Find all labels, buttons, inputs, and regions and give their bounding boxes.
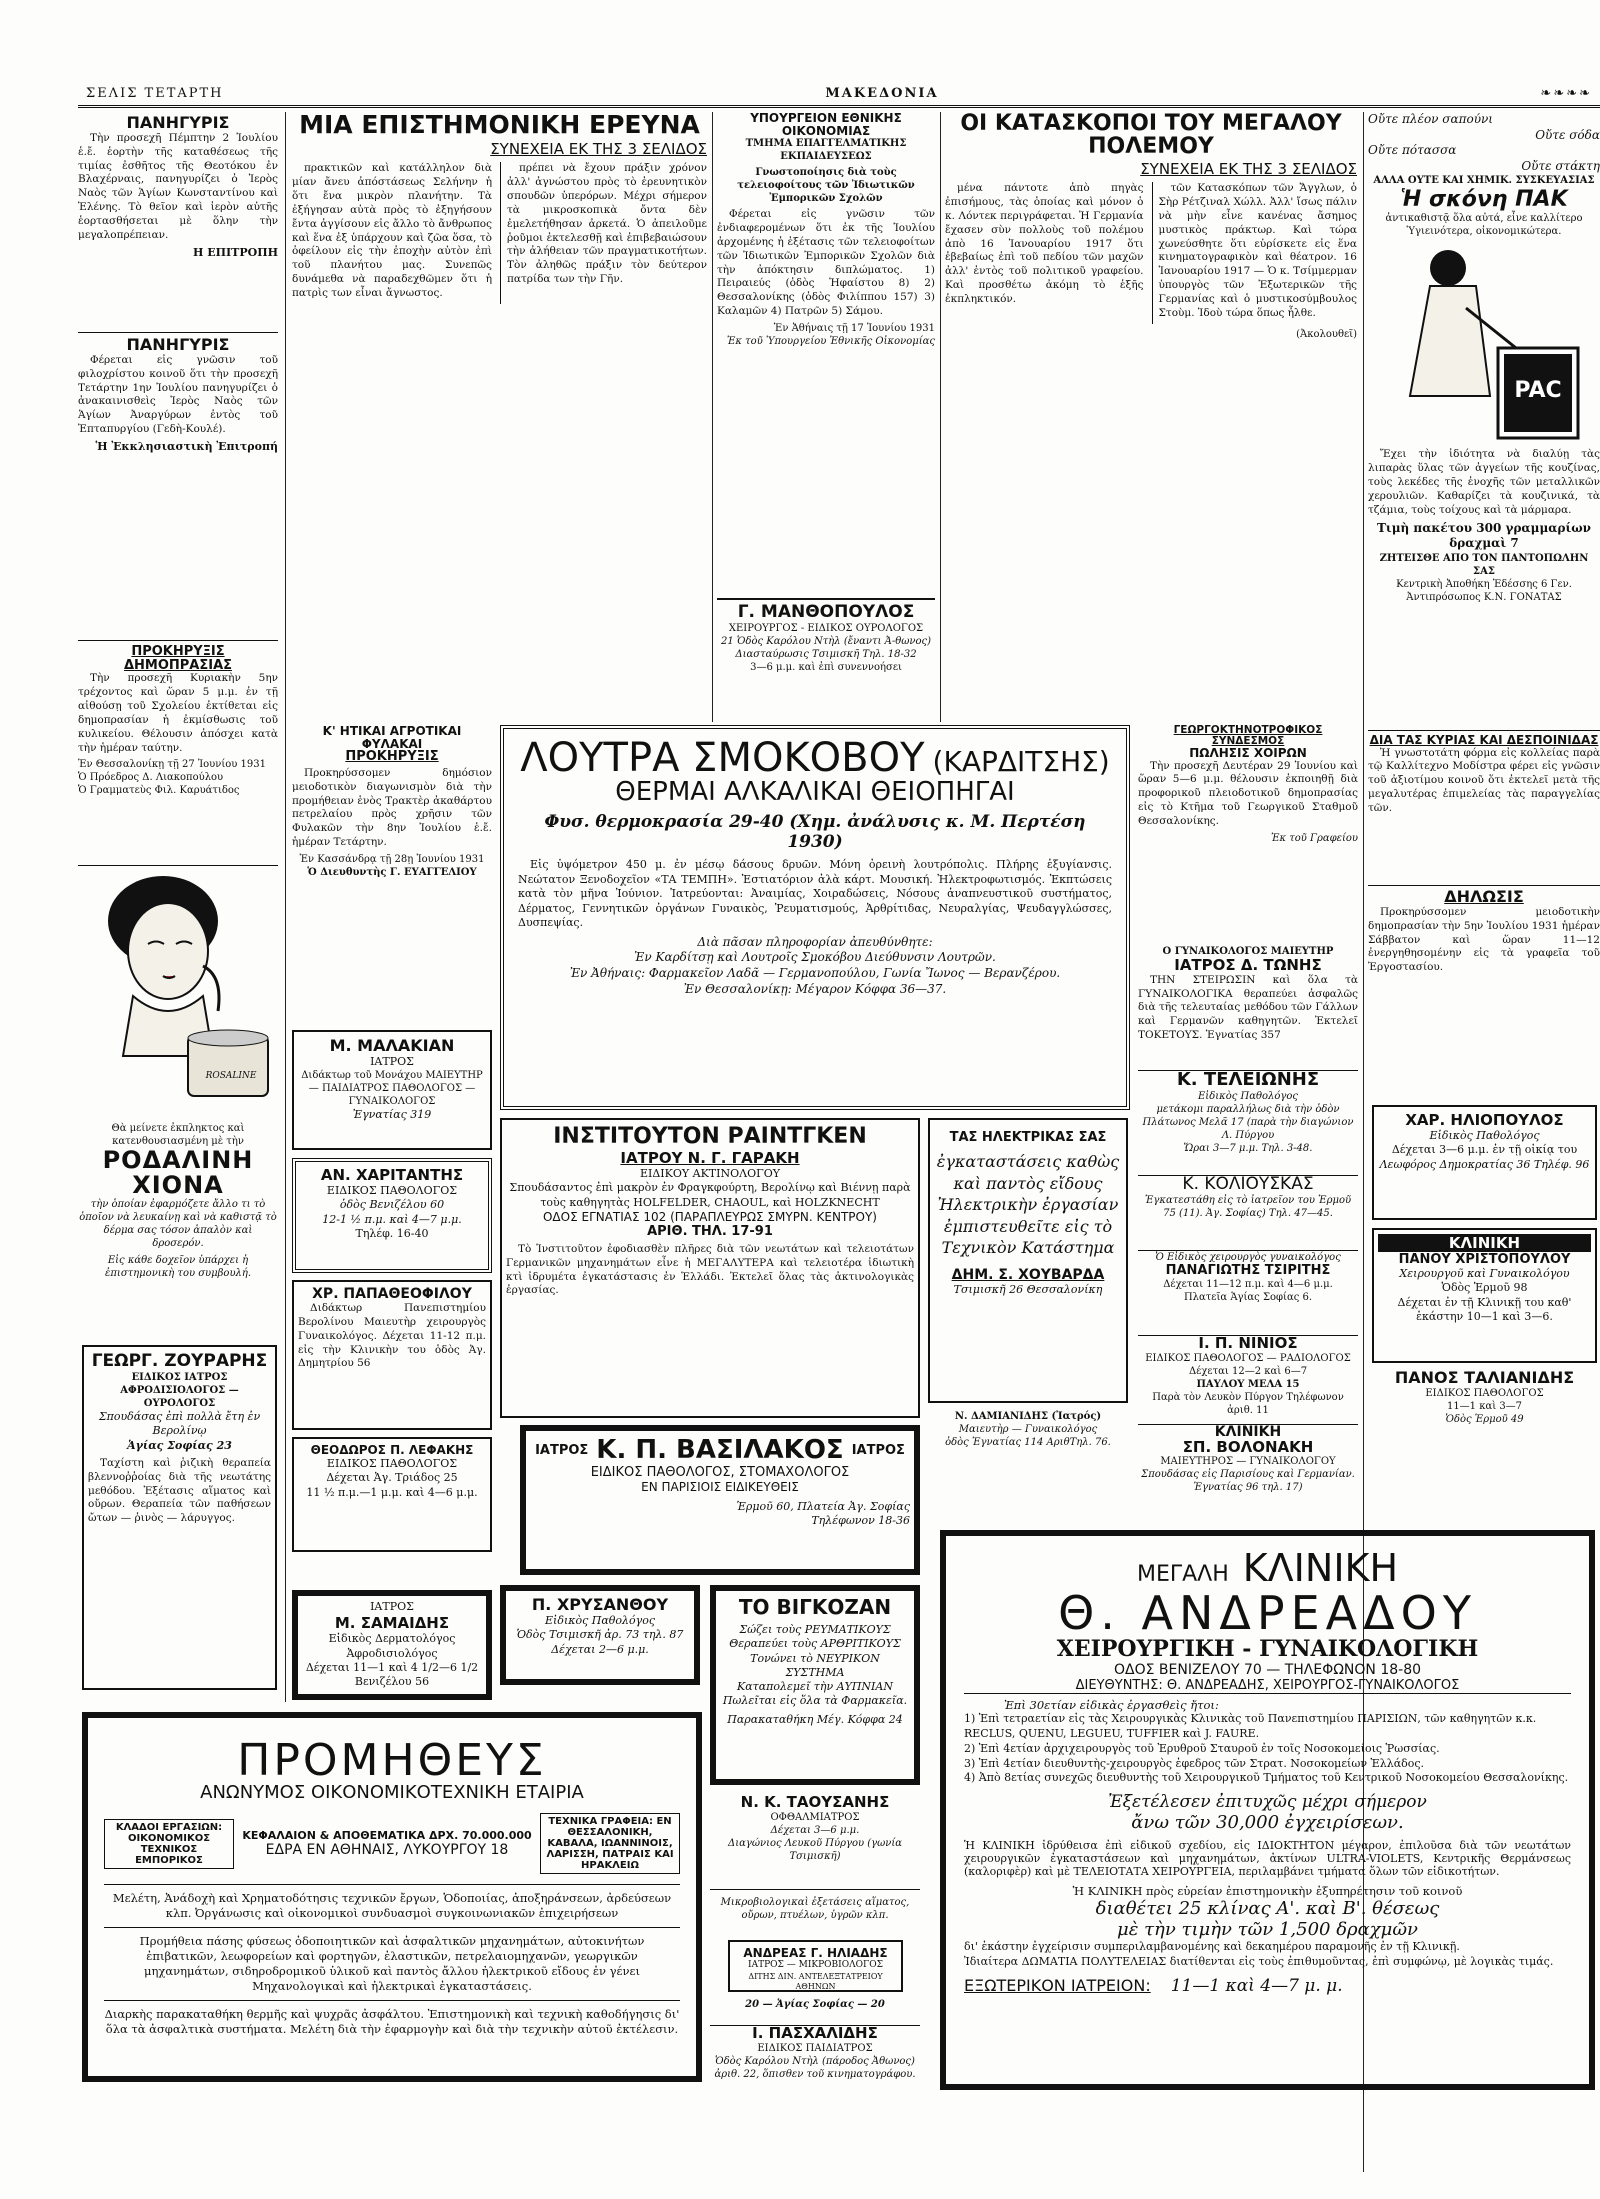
pak-price: Τιμὴ πακέτου 300 γραμμαρίων δραχμαὶ 7 <box>1376 520 1591 551</box>
article-column-b: τῶν Κατασκόπων τῶν Ἄγγλων, ὁ Σὴρ Ρέτζιναλ Χώλλ. Ἀλλ' ἴσως πάλιν νὰ μὴν εἶνε κανένας ἄσημος μυστικὸς πράκτωρ. Καὶ τώρα χωνεύσθητε ὅτι εὑρίσκετε εἰς ἕνα κινηματογραφικὸν καὶ θέατρον. 16 Ἰανουαρίου 1917 — Ὁ κ. Τσίμμερμαν ὑπουργὸς τῶν Ἐξωτερικῶν τῆς Γερμανίας καὶ ὁ μυστικοσύμβουλος Στοὺμ. Ἰδοὺ τώρα ὅπως ἦλθε. <box>1152 182 1358 324</box>
talianidis-advert <box>1372 1370 1597 1460</box>
advert-info-line: Ἐν Καρδίτσῃ καὶ Λουτροῖς Σμοκόβου Διεύθυνσιν Λουτρῶν. <box>634 950 996 965</box>
page-header <box>78 82 1600 108</box>
manthopoulos-advert <box>717 598 935 710</box>
woman-cleaning-illustration <box>1368 238 1600 448</box>
column-rule <box>285 112 286 1702</box>
company-supplies: Προμήθεια πάσης φύσεως ὁδοποιητικῶν καὶ ἀσφαλτικῶν μηχανημάτων, αὐτοκινήτων ἐπιβατικῶν, λεωφορείων καὶ φορτηγῶν, ἐλαστικῶν, πετρελαιομηχανῶν, γεωργικῶν μηχανημάτων, σιδηροδρομικοῦ ὑλικοῦ καὶ παντὸς ἄλλου ἠλεκτρικοῦ εἴδους ἐν γένει Μηχανολογικαὶ καὶ ἠλεκτρικαὶ ἐγκαταστάσεις. <box>104 1927 680 1994</box>
article-signature: Ὁ Πρόεδρος Δ. Λιακοπούλου <box>78 772 224 784</box>
doctor-specialty: Εἰδικὸς Παθολόγος <box>545 1614 655 1627</box>
rodalini-description: τὴν ὁποίαν ἐφαρμόζετε ἄλλο τι τὸ ὁποῖον νὰ λευκαίνῃ καὶ νὰ καθιστᾷ τὸ δέρμα σας τόσον ἁπαλὸν καὶ δροσερόν. <box>79 1199 277 1250</box>
clinic-title: ΚΛΙΝΙΚΗ <box>1214 1424 1282 1440</box>
column-rule <box>712 112 713 722</box>
doctor-hours: Δέχεται 12—2 καὶ 6—7 <box>1188 1365 1308 1377</box>
doctor-studies: ΔΙΤΗΣ ΔΙΝ. ΑΝΤΕΛΕΞΤΑΤΡΕΙΟΥ ΑΘΗΝΩΝ <box>748 1971 883 1992</box>
company-services: Μελέτη, Ἀνάδοχὴ καὶ Χρηματοδότησις τεχνικῶν ἔργων, Ὁδοποιίας, ἀποξηράνσεων, ἀρδεύσεων κλπ. Ὀργάνωσις καὶ οἰκονομικοὶ συνδυασμοὶ συγκοινωνιακῶν ἐπιχειρήσεων <box>104 1884 680 1921</box>
clinic-price: μὲ τὴν τιμὴν τῶν 1,500 δραχμῶν <box>1117 1919 1418 1941</box>
doctor-address: Ὁδὸς Τσιμισκῆ ἀρ. 73 τηλ. 87 <box>516 1628 684 1642</box>
doctor-hours: Δέχεται 11—1 καὶ 4 1/2—6 1/2 Βενιζέλου 56 <box>305 1660 479 1689</box>
doctor-specialty: ΕΙΔΙΚΟΣ ΠΑΘΟΛΟΓΟΣ, ΣΤΟΜΑΧΟΛΟΓΟΣ <box>590 1465 850 1480</box>
col1-prokiryxis <box>78 640 278 860</box>
doctor-heading: Ὁ Εἰδικὸς χειρουργὸς γυναικολόγος <box>1155 1252 1341 1263</box>
doctor-name: ΧΡ. ΠΑΠΑΘΕΟΦΙΛΟΥ <box>312 1286 472 1302</box>
article-subtitle: ΣΥΝΕΧΕΙΑ ΕΚ ΤΗΣ 3 ΣΕΛΙΔΟΣ <box>490 140 707 159</box>
article-title: ΟΙ ΚΑΤΑΣΚΟΠΟΙ ΤΟΥ ΜΕΓΑΛΟΥ ΠΟΛΕΜΟΥ <box>960 112 1342 160</box>
doctor-name: Γ. ΜΑΝΘΟΠΟΥΛΟΣ <box>737 602 915 622</box>
advert-subtitle: ΘΕΡΜΑΙ ΑΛΚΑΛΙΚΑΙ ΘΕΙΟΠΗΓΑΙ <box>615 777 1015 807</box>
doctor-specialty: ΕΙΔΙΚΟΣ ΠΑΘΟΛΟΓΟΣ <box>326 1184 458 1197</box>
doctor-hours: 11 ½ π.μ.—1 μ.μ. καὶ 4—6 μ.μ. <box>306 1485 478 1499</box>
doctor-name: ΑΝ. ΧΑΡΙΤΑΝΤΗΣ <box>320 1166 464 1184</box>
header-ornament: ❧❧❧❧ <box>1540 86 1592 101</box>
iliadis-address <box>710 1998 920 2020</box>
spies-article <box>945 112 1357 712</box>
doctor-description: Ἐγκατεστάθη εἰς τὸ ἰατρεῖον του Ἑρμοῦ 75 (11). Ἀγ. Σοφίας) Τηλ. 47—45. <box>1144 1194 1352 1219</box>
article-body: Τὴν προσεχῆ Κυριακὴν 5ην τρέχοντος καὶ ὥραν 5 μ.μ. ἐν τῇ αἰθούσῃ τοῦ Σχολείου ἐκτίθεται εἰς δημοπρασίαν ἡ ἐκμίσθωσις τοῦ κυλικείου. Θέλουσιν ἀπόσχει κατὰ τὴν ἡμέραν ταύτην. <box>78 672 278 754</box>
doctor-title: ΙΑΤΡΟΣ <box>535 1442 589 1458</box>
notice-subtitle: ΠΡΟΚΗΡΥΞΙΣ <box>345 749 439 765</box>
ministry-notice <box>717 112 935 592</box>
doctor-hours: 3—6 μ.μ. καὶ ἐπὶ συνεννοήσει <box>750 661 902 673</box>
institute-phone: ΑΡΙΘ. ΤΗΛ. 17-91 <box>647 1223 773 1239</box>
ninios-advert <box>1138 1335 1358 1420</box>
doctor-name: ΘΕΟΔΩΡΟΣ Π. ΛΕΦΑΚΗΣ <box>310 1443 474 1457</box>
doctor-name: ΑΝΔΡΕΑΣ Γ. ΗΛΙΑΔΗΣ <box>743 1946 888 1960</box>
article-signature: Ἡ Ἐκκλησιαστικὴ Ἐπιτροπή <box>95 439 278 453</box>
doctor-specialty: Χειρουργοῦ καὶ Γυναικολόγου <box>1399 1267 1570 1280</box>
article-body: Τὴν προσεχῆ Πέμπτην 2 Ἰουλίου ἑ.ἔ. ἑορτὴν τῆς καταθέσεως τῆς τιμίας ἐσθῆτος τῆς Θεοτόκου ἐν Βλαχέρναις, πανηγυρίζει ὁ Ἱερὸς Ναὸς τῶν Ἁγίων Κωνσταντίνου καὶ Ἑλένης. Τὸ θεῖον καὶ ἱερὸν αὐτῆς ἑορτασθήσεται μὲ ὅλην τὴν μεγαλοπρέπειαν. <box>78 131 278 241</box>
doctor-name: Ι. ΠΑΣΧΑΛΙΔΗΣ <box>752 2025 878 2042</box>
rodalini-advert <box>78 865 278 1335</box>
article-title: ΠΑΝΗΓΥΡΙΣ <box>126 335 230 354</box>
article-column-a: πρακτικῶν καὶ κατάλληλον διὰ μίαν ἄνευ ἀπόστάσεως Σελήνην ἡ ὅτι ἔνα μικρὸν πλανήτην. Τὰ ἐξήγησαν αὐτὰ πρὸς τὸ ἐξηγήσουν ἔντα ἀγγίσουν εἰς ἄλλο τὸ ἄνθρωπος καὶ ἕνα ἐξ ὑπάρχουν καὶ ζῶα ὅσα, τὸ ὀφείλουν εἰς τὴν ἐποχὴν αὐτὸν ἐπὶ τοῦ πλανήτου μας. Συνεπῶς δυνάμεθα νὰ παραδεχθῶμεν ὅτι ἡ πατρὶς των εἶναι ἄγνωστος. <box>292 162 492 299</box>
institute-description: Τὸ Ἰνστιτοῦτον ἐφοδιασθὲν πλῆρες διὰ τῶν νεωτάτων καὶ τελειοτάτων Γερμανικῶν μηχανημάτων εἶνε ἡ ΜΕΓΑΛΥΤΕΡΑ καὶ τελειοτέρα ἰδιωτικὴ κτὶ ἰδρυμέτα ἐγκατάστασις ἐν Ἑλλάδι. Ἐκτελεῖ ὅλας τὰς ἀκτινολογικὰς ἐργασίας. <box>506 1242 914 1297</box>
doctor-hours: Ὥραι 3—7 μ.μ. Τηλ. 3-48. <box>1183 1142 1313 1154</box>
doctor-studies: Σπουδάσας ἐπὶ πολλὰ ἔτη ἐν Βερολίνῳ <box>98 1410 261 1438</box>
product-claim: Καταπολεμεῖ τὴν ΑΥΠΝΙΑΝ <box>737 1680 893 1694</box>
doctor-address: Διαγώνιος Λευκοῦ Πύργου (γωνία Τσιμισκῆ) <box>727 1837 903 1862</box>
advert-heading: ΤΑΣ ΗΛΕΚΤΡΙΚΑΣ ΣΑΣ <box>949 1130 1107 1145</box>
doctor-specialty: ΜΑΙΕΥΤΗΡΟΣ — ΓΥΝΑΙΚΟΛΟΓΟΥ <box>1160 1456 1336 1468</box>
doctor-hours: Δέχεται 11—12 π.μ. καὶ 4—6 μ.μ. <box>1163 1278 1333 1290</box>
pak-tagline: ΑΛΛΑ ΟΥΤΕ ΚΑΙ ΧΗΜΙΚ. ΣΥΣΚΕΥΑΣΙΑΣ <box>1373 175 1595 187</box>
article-title: ΠΑΝΗΓΥΡΙΣ <box>126 115 230 132</box>
product-claim: Τονώνει τὸ ΝΕΥΡΙΚΟΝ ΣΥΣΤΗΜΑ <box>750 1651 880 1679</box>
georgo-notice <box>1138 725 1358 940</box>
doctor-specialty: ΕΙΔΙΚΟΣ ΠΑΘΟΛΟΓΟΣ — ΡΑΔΙΟΛΟΓΟΣ <box>1145 1352 1351 1364</box>
article-column-a: μένα πάντοτε ἀπὸ πηγὰς ἐπισήμους, τὰς ὁποίας καὶ μόνον ὁ κ. Λόντεκ περιγράφεται. Ἡ Γερμανία ἔχασεν σὺν πολλοὺς τοῦ πολέμου ἀπὸ 16 Ἰανουαρίου 1917 ὅτι ἐβεβαίως ἐπὶ τοῦ πεδίου τῶν μαχῶν ἀλλ' ἐντὸς τοῦ πολιτικοῦ γραφείου. Καὶ προσθέτω ἀκόμη τὸ ἑξῆς ἐκπληκτικόν. <box>945 182 1144 306</box>
company-seat: ΕΔΡΑ ΕΝ ΑΘΗΝΑΙΣ, ΛΥΚΟΥΡΓΟΥ 18 <box>265 1842 509 1859</box>
clinic-beds-intro: Ἡ ΚΛΙΝΙΚΗ πρὸς εὐρείαν ἐπιστημονικὴν ἐξυπηρέτησιν τοῦ κοινοῦ <box>1072 1884 1463 1899</box>
advert-title-small: (ΚΑΡΔΙΤΣΗΣ) <box>932 745 1110 778</box>
fylakes-notice <box>292 725 492 1025</box>
pak-line: Οὔτε στάκτη <box>1521 158 1600 173</box>
doctor-name: Π. ΧΡΥΣΑΝΘΟΥ <box>531 1595 669 1614</box>
clinic-experience-item: 3) Ἐπὶ 4ετίαν διευθυντὴς-χειρουργὸς ἐφεδρος τῶν Στρατ. Νοσοκομείων Ἑλλάδος. <box>964 1756 1425 1770</box>
product-claim: Σώζει τοὺς ΡΕΥΜΑΤΙΚΟΥΣ <box>739 1623 891 1636</box>
advert-info-line: Ἐν Ἀθήναις: Φαρμακεῖον Λαδᾶ — Γερμανοπούλου, Γωνία Ἴωνος — Βερανζέρου. <box>569 966 1061 981</box>
rodalini-intro: Θὰ μείνετε ἐκπληκτος καὶ κατενθουσιασμένη μὲ τὴν <box>111 1123 245 1147</box>
clinic-intro: Ἐπὶ 30ετίαν εἰδικὰς ἐργασθεὶς ἤτοι: <box>1004 1698 1219 1712</box>
doctor-phone: Τηλέφωνον 18-36 <box>811 1514 910 1528</box>
jar-label: ROSALINE <box>205 1071 257 1081</box>
product-address: Παρακαταθήκη Μέγ. Κόφφα 24 <box>727 1712 903 1726</box>
doctor-heading: Ο ΓΥΝΑΙΚΟΛΟΓΟΣ ΜΑΙΕΥΤΗΡ <box>1162 946 1334 957</box>
notice-body: Φέρεται εἰς γνῶσιν τῶν ἐνδιαφερομένων ὅτι ἐκ τῆς Ἰουλίου ἀρχομένης ἡ ἐξέτασις τῶν τελειοφοίτων τῶν Ἰδιωτικῶν Ἐμπορικῶν Σχολῶν διὰ τὴν ἀπόκτησιν διπλώματος. 1) Πειραιεύς (ὁδὸς Ἡφαίστου 8) 2) Θεσσαλονίκης (ὁδὸς Φιλίππου 157) 3) Καλαμῶν 4) Πατρῶν 5) Σάμου. <box>717 208 935 318</box>
pak-line: Οὔτε σόδα <box>1535 127 1600 142</box>
clinic-outpatient-label: ΕΞΩΤΕΡΙΚΟΝ ΙΑΤΡΕΙΟΝ: <box>964 1976 1151 1996</box>
company-name: ΠΡΟΜΗΘΕΥΣ <box>237 1735 547 1786</box>
zoyraris-advert <box>82 1345 277 1690</box>
doctor-address: Δέχεται Ἀγ. Τριάδος 25 <box>326 1471 458 1485</box>
vigkozan-advert <box>710 1585 920 1785</box>
loutra-smokovou-advert <box>500 725 1130 1110</box>
company-branches: ΚΛΑΔΟΙ ΕΡΓΑΣΙΩΝ: ΟΙΚΟΝΟΜΙΚΟΣ ΤΕΧΝΙΚΟΣ ΕΜΠΟΡΙΚΟΣ <box>104 1819 234 1869</box>
article-body: Φέρεται εἰς γνῶσιν τοῦ φιλοχρίστου κοινοῦ ὅτι τὴν προσεχῆ Τετάρτην 1ην Ἰουλίου πανηγυρίζει ὁ ἀνακαινισθεὶς Ἱερὸς Ναὸς τῶν Ἁγίων Ἀναργύρων ἐντὸς τοῦ Ἐπταπυργίου (Γεδὴ-Κουλέ). <box>78 353 278 436</box>
article-signature: Ὁ Γραμματεὺς Φιλ. Καρυάτιδος <box>78 785 240 797</box>
volonakis-clinic-advert <box>1138 1424 1358 1519</box>
doctor-address: Ἐγνατίας 319 <box>352 1108 432 1122</box>
doctor-address: Πλατεῖα Ἁγίας Σοφίας 6. <box>1183 1291 1313 1303</box>
doctor-description: Σπουδάσας εἰς Παρισίους καὶ Γερμανίαν. <box>1141 1469 1355 1481</box>
doctor-description: Διδάκτωρ Πανεπιστημίου Βερολίνου Μαιευτὴρ χειρουργὸς Γυναικολόγος. Δέχεται 11-12 π.μ. εἰς τὴν Κλινικὴν του ὁδὸς Ἀγ. Δημητρίου 56 <box>298 1302 486 1370</box>
tonis-advert <box>1138 945 1358 1065</box>
doctor-specialty: ΟΦΘΑΛΜΙΑΤΡΟΣ <box>770 1811 860 1823</box>
pak-sales: ΖΗΤΕΙΣΘΕ ΑΠΟ ΤΟΝ ΠΑΝΤΟΠΩΛΗΝ ΣΑΣ <box>1379 552 1589 577</box>
clinic-luxury-rooms: Ἰδιαίτερα ΔΩΜΑΤΙΑ ΠΟΛΥΤΕΛΕΙΑΣ διατίθενται εἰς τοὺς ἐπιθυμοῦντας, ἐπὶ συμφώνῳ, μὲ λογικὰς τιμάς. <box>964 1955 1554 1969</box>
page-number-label: ΣΕΛΙΣ ΤΕΤΑΡΤΗ <box>86 86 224 101</box>
clinic-operations: Ἐξετέλεσεν ἐπιτυχῶς μέχρι σήμερον <box>1108 1792 1427 1813</box>
doctor-specialty: ΙΑΤΡΟΣ — ΜΙΚΡΟΒΙΟΛΟΓΟΣ <box>748 1960 883 1970</box>
doctor-specialty: ΕΙΔΙΚΟΣ ΠΑΙΔΙΑΤΡΟΣ <box>757 2042 873 2054</box>
doctor-address: 20 — Ἁγίας Σοφίας — 20 <box>745 1999 885 2010</box>
advert-text: ἐγκαταστάσεις καθὼς καὶ παντὸς εἴδους Ἠλεκτρικὴν ἐργασίαν ἐμπιστευθεῖτε εἰς τὸ Τεχνικὸν Κατάστημα <box>936 1152 1120 1258</box>
doctor-specialty: ΕΙΔΙΚΟΣ ΠΑΘΟΛΟΓΟΣ <box>1425 1387 1544 1399</box>
scientific-research-article <box>292 112 707 717</box>
doctor-address: ΠΑΥΛΟΥ ΜΕΛΑ 15 <box>1196 1378 1300 1390</box>
clinic-title: ΚΛΙΝΙΚΗ <box>1242 1546 1399 1590</box>
doctor-address: Ἑρμοῦ 60, Πλατεία Ἀγ. Σοφίας <box>736 1500 910 1513</box>
doctor-hours: Δέχεται 2—6 μ.μ. <box>551 1642 649 1656</box>
doctor-hours: Δέχεται ἐν τῇ Κλινικῇ του καθ' ἑκάστην 10—1 καὶ 3—6. <box>1397 1295 1572 1323</box>
article-signature: Η ΕΠΙΤΡΟΠΗ <box>193 245 278 259</box>
clinic-experience-item: 4) Ἀπὸ 8ετίας συνεχῶς διευθυντὴς τοῦ Χειρουργικοῦ Τμήματος τοῦ Κεντρικοῦ Νοσοκομείου Θεσσαλονίκης. <box>964 1771 1569 1785</box>
doctor-address: Ὁδὸς Ἑρμοῦ 98 <box>1441 1281 1528 1295</box>
damianidis-advert <box>928 1410 1128 1470</box>
doctor-name: Κ. ΚΟΛΙΟΥΣΚΑΣ <box>1182 1175 1314 1194</box>
iliadis-advert <box>728 1940 903 1992</box>
doctor-title: ΙΑΤΡΟΣ <box>370 1600 414 1613</box>
doctor-address: Ὁδὸς Ἑρμοῦ 49 <box>1445 1413 1524 1425</box>
advert-business-name: ΔΗΜ. Σ. ΧΟΥΒΑΡΔΑ <box>951 1266 1105 1283</box>
doctor-specialty: ΕΙΔΙΚΟΣ ΙΑΤΡΟΣ ΑΦΡΟΔΙΣΙΟΛΟΓΟΣ — ΟΥΡΟΛΟΓΟΣ <box>120 1372 239 1409</box>
pak-box-label: PAC <box>1514 378 1562 404</box>
rodalini-note: Εἰς κάθε δοχεῖον ὑπάρχει ἡ ἐπιστημονικὴ του συμβουλή. <box>104 1255 252 1280</box>
ladies-notice <box>1368 730 1600 880</box>
tsiritis-advert <box>1138 1250 1358 1330</box>
doctor-address: ὁδὸς Ἐγνατίας 114 ΑριθΤηλ. 76. <box>945 1437 1111 1448</box>
notice-department: ΤΜΗΜΑ ΕΠΑΓΓΕΛΜΑΤΙΚΗΣ ΕΚΠΑΙΔΕΥΣΕΩΣ <box>745 138 907 163</box>
rodalini-name: ΡΟΔΑΛΙΝΗ <box>102 1146 254 1174</box>
malakian-advert <box>292 1030 492 1150</box>
article-subtitle: ΣΥΝΕΧΕΙΑ ΕΚ ΤΗΣ 3 ΣΕΛΙΔΟΣ <box>1140 160 1357 179</box>
notice-title: ΔΗΛΩΣΙΣ <box>1444 887 1524 906</box>
paschalidis-advert <box>710 2025 920 2105</box>
doctor-specialty: Διδάκτωρ τοῦ Μονάχου ΜΑΙΕΥΤΗΡ — ΠΑΙΔΙΑΤΡΟΣ ΠΑΘΟΛΟΓΟΣ — ΓΥΝΑΙΚΟΛΟΓΟΣ <box>301 1070 483 1108</box>
doctor-name: Μ. ΣΑΜΑΙΔΗΣ <box>334 1614 450 1633</box>
doctor-title: ΙΑΤΡΟΣ <box>851 1442 905 1458</box>
doctor-address: Ἐγνατίας 96 τηλ. 17) <box>1193 1482 1303 1494</box>
article-title: ΜΙΑ ΕΠΙΣΤΗΜΟΝΙΚΗ ΕΡΕΥΝΑ <box>299 112 700 139</box>
doctor-specialty: ΧΕΙΡΟΥΡΓΟΣ - ΕΙΔΙΚΟΣ ΟΥΡΟΛΟΓΟΣ <box>728 622 924 634</box>
advert-info-line: Ἐν Θεσσαλονίκῃ: Μέγαρον Κόφφα 36—37. <box>683 981 947 996</box>
doctor-name: ΙΑΤΡΟΥ Ν. Γ. ΓΑΡΑΚΗ <box>620 1149 800 1167</box>
notice-heading: Γνωστοποίησις διὰ τοὺς τελειοφοίτους τῶν Ἰδιωτικῶν Ἐμπορικῶν Σχολῶν <box>737 167 915 205</box>
doctor-specialty: Μαιευτὴρ — Γυναικολόγος <box>958 1424 1098 1435</box>
notice-signature: Ἐκ τοῦ Ὑπουργείου Ἐθνικῆς Οἰκονομίας <box>726 336 935 348</box>
pak-description: Ἔχει τὴν ἰδιότητα νὰ διαλύῃ τὰς λιπαρὰς ὕλας τῶν ἀγγείων τῆς κουζίνας, τοὺς λεκέδες τῆς ἐνοχῆς τῶν μεταλλικῶν χερουλιῶν. Καθαρίζει τὰ κουζινικά, τὰ τζάμια, τοὺς τοίχους καὶ τὰ μάρμαρα. <box>1368 448 1600 516</box>
doctor-name: ΠΑΝΟΣ ΤΑΛΙΑΝΙΔΗΣ <box>1394 1370 1575 1387</box>
clinic-director: ΔΙΕΥΘΥΝΤΗΣ: Θ. ΑΝΔΡΕΑΔΗΣ, ΧΕΙΡΟΥΡΓΟΣ-ΓΥΝΑΙΚΟΛΟΓΟΣ <box>964 1678 1571 1694</box>
product-claim: Πωλεῖται εἰς ὅλα τὰ Φαρμακεῖα. <box>722 1694 908 1708</box>
doctor-specialty: Εἰδικὸς Δερματολόγος Ἀφροδισιολόγος <box>328 1632 456 1660</box>
doctor-extra: Παρὰ τὸν Λευκὸν Πύργον Τηλέφωνον ἀριθ. 11 <box>1152 1391 1344 1416</box>
doctor-title: ΙΑΤΡΟΣ <box>370 1055 414 1068</box>
christopoulos-clinic-advert <box>1372 1228 1597 1363</box>
column-rule <box>940 112 941 722</box>
clinic-experience-item: 2) Ἐπὶ 4ετίαν ἀρχιχειρουργὸς τοῦ Ἐρυθροῦ Σταυροῦ ἐν τοῖς Νοσοκομείοις Ῥωσσίας. <box>964 1741 1440 1755</box>
clinic-beds: διαθέτει 25 κλίνας Α'. καὶ Β'. θέσεως <box>1095 1898 1440 1920</box>
teleionis-advert <box>1138 1070 1358 1170</box>
col1-panigyris-1 <box>78 115 278 330</box>
note-text: Μικροβιολογικαὶ ἐξετάσεις αἵματος, οὔρων, πτυέλων, ὑγρῶν κλπ. <box>720 1897 910 1921</box>
charitantis-advert <box>292 1158 492 1273</box>
notice-body: Ἡ γνωστοτάτη φόρμα εἰς κολλείας παρὰ τῷ Καλλίτεχνο Μοδίστρα φέρει εἰς γνῶσιν τοῦ ἀξιοτίμου κοινοῦ ὅτι ἐκτελεῖ μετὰ τῆς μεγαλυτέρας ἐπιμελείας τὰς παραγγελίας τῶν. <box>1368 746 1600 815</box>
doctor-address: ὁδὸς Βενιζέλου 60 <box>339 1198 445 1212</box>
notice-title: Κ' ΗΤΙΚΑΙ ΑΓΡΟΤΙΚΑΙ ΦΥΛΑΚΑΙ <box>322 725 462 751</box>
doctor-name: ΙΑΤΡΟΣ Δ. ΤΩΝΗΣ <box>1174 956 1322 974</box>
doctor-specialty: Εἰδικὸς Παθολόγος <box>1198 1090 1298 1102</box>
doctor-name: Ν. Κ. ΤΑΟΥΣΑΝΗΣ <box>740 1795 890 1811</box>
doctor-studies: Σπουδάσαντος ἐπὶ μακρὸν ἐν Φραγκφούρτη, Βερολίνῳ καὶ Βιέννῃ παρὰ τοὺς καθηγητὰς HOLFELDER, CHAOUL, καὶ HOLZKNECHT <box>509 1181 911 1209</box>
chouvarda-electrical-advert <box>928 1118 1128 1403</box>
advert-title: ΛΟΥΤΡΑ ΣΜΟΚΟΒΟΥ <box>520 735 925 781</box>
clinic-subtitle: ΧΕΙΡΟΥΡΓΙΚΗ - ΓΥΝΑΙΚΟΛΟΓΙΚΗ <box>1056 1636 1479 1662</box>
papatheofilou-advert <box>292 1280 492 1430</box>
chrysanthou-advert <box>500 1585 700 1685</box>
clinic-experience-item: 1) Ἐπὶ τετραετίαν εἰς τὰς Χειρουργικὰς Κλινικὰς τοῦ Πανεπιστημίου ΠΑΡΙΣΙΩΝ, τῶν καθηγητῶν κ.κ. RECLUS, QUENU, LEGUEU, TUFFIER καὶ J. FAURE. <box>964 1712 1537 1740</box>
company-capital: ΚΕΦΑΛΑΙΟΝ & ΑΠΟΘΕΜΑΤΙΚΑ ΔΡΧ. 70.000.000 <box>242 1829 532 1843</box>
advert-address: Τσιμισκῆ 26 Θεσσαλονίκη <box>953 1282 1103 1296</box>
institute-title: ΙΝΣΤΙΤΟΥΤΟΝ ΡΑΙΝΤΓΚΕΝ <box>553 1124 867 1149</box>
notice-title: ΓΕΩΡΓΟΚΤΗΝΟΤΡΟΦΙΚΟΣ ΣΥΝΔΕΣΜΟΣ <box>1173 725 1323 748</box>
notice-title: ΥΠΟΥΡΓΕΙΟΝ ΕΘΝΙΚΗΣ ΟΙΚΟΝΟΜΙΑΣ <box>750 112 902 138</box>
pak-line: Οὔτε πότασσα <box>1368 143 1457 158</box>
clinic-title: ΚΛΙΝΙΚΗ <box>1378 1234 1591 1252</box>
notice-signature: Ἐκ τοῦ Γραφείου <box>1270 832 1358 844</box>
article-continued: (Ἀκολουθεῖ) <box>1296 328 1357 340</box>
doctor-specialty: Εἰδικὸς Παθολόγος <box>1429 1129 1540 1142</box>
clinic-name: Θ. ΑΝΔΡΕΑΔΟΥ <box>1058 1586 1477 1640</box>
company-offices: ΤΕΧΝΙΚΑ ΓΡΑΦΕΙΑ: ΕΝ ΘΕΣΣΑΛΟΝΙΚΗ, ΚΑΒΑΛΑ, ΙΩΑΝΝΙΝΟΙΣ, ΛΑΡΙΣΣΗ, ΠΑΤΡΑΙΣ ΚΑΙ ΗΡΑΚΛΕΙΩ <box>540 1813 680 1874</box>
lefakis-advert <box>292 1437 492 1552</box>
doctor-name: ΠΑΝΟΥ ΧΡΙΣΤΟΠΟΥΛΟΥ <box>1398 1252 1571 1267</box>
advert-body: Εἰς ὑψόμετρον 450 μ. ἐν μέσῳ δάσους δρυῶν. Μόνη ὀρεινὴ λουτρόπολις. Πλήρης ἐξυγίανσις. Νεώτατον Ξενοδοχεῖον «ΤΑ ΤΕΜΠΗ». Ἐστιατόριον ἀλὰ κάρτ. Μουσική. Ἠλεκτροφωτισμός. Ἐκπτώσεις κατὰ τὸν μῆνα Ἰούνιον. Ἰατρεύονται: Ἀναιμίας, Χοιραδώσεις, Νόσους ἀναπνευστικοῦ συστήματος, Δέρματος, Γεννητικῶν ὀργάνων Γυναικὸς, Ῥευματισμούς, Ἀρθρίτιδας, Νευραλγίας, Ψευδαγγλώσσες, Δυσπεψίας. <box>518 858 1112 930</box>
doctor-address: Λεωφόρος Δημοκρατίας 36 Τηλέφ. 96 <box>1379 1157 1590 1171</box>
article-date: Ἐν Θεσσαλονίκῃ τῇ 27 Ἰουνίου 1931 <box>78 759 266 771</box>
notice-subtitle: ΠΩΛΗΣΙΣ ΧΟΙΡΩΝ <box>1189 746 1307 761</box>
diloseis-notice <box>1368 885 1600 1100</box>
ilioupolos-advert <box>1372 1105 1597 1220</box>
pak-advert <box>1368 112 1600 722</box>
andreadou-clinic-advert <box>940 1530 1595 2090</box>
article-title: ΠΡΟΚΗΡΥΞΙΣ ΔΗΜΟΠΡΑΣΙΑΣ <box>123 644 233 673</box>
col1-panigyris-2 <box>78 332 278 637</box>
pak-line: Οὔτε πλέον σαπούνι <box>1368 112 1493 126</box>
doctor-studies: ΕΝ ΠΑΡΙΣΙΟΙΣ ΕΙΔΙΚΕΥΘΕΙΣ <box>641 1480 799 1494</box>
promitheus-advert <box>82 1712 702 2082</box>
koliouskas-advert <box>1138 1175 1358 1245</box>
notice-body: Προκηρύσσομεν δημόσιον μειοδοτικὸν διαγωνισμὸν διὰ τὴν προμήθειαν ἑνὸς Τρακτὲρ ἀκαθάρτου πετρελαίου πρὸς χρῆσιν τῶν Φυλακῶν τὴν 8ην Ἰουλίου ἑ.ἔ. ἡμέραν Τετάρτην. <box>292 766 492 849</box>
notice-title: ΔΙΑ ΤΑΣ ΚΥΡΙΑΣ ΚΑΙ ΔΕΣΠΟΙΝΙΔΑΣ <box>1369 733 1599 747</box>
doctor-name: ΠΑΝΑΓΙΩΤΗΣ ΤΣΙΡΙΤΗΣ <box>1165 1263 1331 1278</box>
doctor-hours: Δέχεται 3—6 μ.μ. ἐν τῇ οἰκίᾳ του <box>1391 1143 1578 1157</box>
microbiology-note <box>710 1896 920 1936</box>
doctor-name: ΣΠ. ΒΟΛΟΝΑΚΗ <box>1182 1437 1314 1456</box>
notice-date: Ἐν Κασσάνδρᾳ τῇ 28ῃ Ἰουνίου 1931 <box>299 853 485 865</box>
doctor-name: Κ. ΤΕΛΕΙΩΝΗΣ <box>1176 1070 1320 1090</box>
notice-date: Ἐν Ἀθήναις τῇ 17 Ἰουνίου 1931 <box>773 323 935 335</box>
doctor-phone: Τηλέφ. 16-40 <box>355 1226 429 1240</box>
raintgen-institute-advert <box>500 1118 920 1418</box>
doctor-description: ΤΗΝ ΣΤΕΙΡΩΣΙΝ καὶ ὅλα τὰ ΓΥΝΑΙΚΟΛΟΓΙΚΑ θεραπεύει ἀσφαλῶς διὰ τῆς τελευταίας μεθόδου τῶν Γάλλων καὶ Γερμανῶν καθηγητῶν. Ἐκτελεῖ ΤΟΚΕΤΟΥΣ. Ἐγνατίας 357 <box>1138 973 1358 1042</box>
company-subtitle: ΑΝΩΝΥΜΟΣ ΟΙΚΟΝΟΜΙΚΟΤΕΧΝΙΚΗ ΕΤΑΙΡΙΑ <box>200 1782 584 1804</box>
doctor-name: ΧΑΡ. ΗΛΙΟΠΟΥΛΟΣ <box>1405 1111 1564 1129</box>
article-column-b: πρέπει νὰ ἔχουν πράξιν χρόνον ἀλλ' ἀγνώστου πρὸς τὸ ἐρευνητικὸν σπουδῶν ὑπερόρων. Μέχρι σήμερον τὰ μικροσκοπικὰ ὄντα δὲν ἐμελετήθησαν ἀρκετά. Ὁ ἀπειλοῦμε ῥοῦμοι ἐκτελεσθῇ καὶ ἐπιβεβαιώσουν τὴν ἀλήθειαν τῶν πραγματικοτήτων. Τὸν ἀληθῶς πράξιν τὸν δεύτερον πατρίδα των τὴν Γῆν. <box>500 162 707 304</box>
doctor-description: Ταχίστη καὶ ῥιζικὴ θεραπεία βλεννοῤῥοίας διὰ τῆς νεωτάτης μεθόδου. Ἐξέτασις αἵματος καὶ οὔρων. Θεραπεία τῶν παθήσεων ὤτων — ῥινὸς — λάρυγγος. <box>88 1456 271 1525</box>
advert-temperature: Φυσ. θερμοκρασία 29-40 (Χημ. ἀνάλυσις κ. Μ. Περτέση 1930) <box>544 812 1086 853</box>
doctor-address: Ὁδὸς Καρόλου Ντὴλ (πάροδος Ἀθωνος) ἀριθ. 22, ὅπισθεν τοῦ κινηματογράφου. <box>714 2055 916 2080</box>
doctor-hours: Δέχεται 3—6 μ.μ. <box>770 1824 860 1836</box>
doctor-name: Μ. ΜΑΛΑΚΙΑΝ <box>329 1036 455 1055</box>
institute-address: ΟΔΟΣ ΕΓΝΑΤΙΑΣ 102 (ΠΑΡΑΠΛΕΥΡΩΣ ΣΜΥΡΝ. ΚΕΝΤΡΟΥ) <box>542 1209 877 1224</box>
doctor-name: Ι. Π. ΝΙΝΙΟΣ <box>1198 1335 1298 1352</box>
doctor-name: Κ. Π. ΒΑΣΙΛΑΚΟΣ <box>596 1435 844 1465</box>
clinic-stay: δι' ἑκάστην ἐγχείρισιν συμπεριλαμβανομένης καὶ δεκαημέρου παραμονῆς ἐν τῇ Κλινικῇ. <box>964 1940 1460 1954</box>
clinic-address: ΟΔΟΣ ΒΕΝΙΖΕΛΟΥ 70 — ΤΗΛΕΦΩΝΟΝ 18-80 <box>1113 1662 1422 1678</box>
doctor-description: μετάκομι παραλλήλως διὰ τὴν ὁδὸν Πλάτωνος Μελᾶ 17 (παρὰ τὴν διαγώνιον Λ. Πύργου <box>1142 1103 1354 1141</box>
company-asphalt: Διαρκὴς παρακαταθήκη θερμῆς καὶ ψυχρᾶς ἀσφάλτου. Ἐπιστημονικὴ καὶ τεχνικὴ καθοδήγησις δι' ὅλα τὰ ἀσφαλτικὰ συστήματα. Μελέτη διὰ τὴν ἐφαρμογὴν καὶ διὰ τὴν τεχνικὴν αὐτοῦ ἐκτέλεσιν. <box>104 2000 680 2037</box>
pak-brand-sub: ἀντικαθιστᾷ ὅλα αὐτά, εἶνε καλλίτερο Ὑγιεινότερα, οἰκονομικώτερα. <box>1385 213 1583 238</box>
taousanis-advert <box>710 1795 920 1890</box>
pak-brand: Ἡ σκόνη ΠΑΚ <box>1400 187 1568 213</box>
advert-info-heading: Διὰ πᾶσαν πληροφορίαν ἀπευθύνθητε: <box>697 934 933 949</box>
rodalini-name-2: ΧΙΟΝΑ <box>132 1171 224 1200</box>
samaidis-advert <box>292 1590 492 1700</box>
doctor-address: 21 Ὁδὸς Καρόλου Ντὴλ (ἔναντι Ἀ-θωνος) Διασταύρωσις Τσιμισκῆ Τηλ. 18-32 <box>720 635 932 660</box>
notice-body: Τὴν προσεχῆ Δευτέραν 29 Ἰουνίου καὶ ὥραν 5—6 μ.μ. θέλουσιν ἐκποιηθῇ διὰ προφορικοῦ πλειοδοτικοῦ δημοπρασίας εἰς τὸ Κτῆμα τοῦ Γεωργικοῦ Σταθμοῦ Θεσσαλονίκης. <box>1138 759 1358 828</box>
newspaper-name: ΜΑΚΕΔΟΝΙΑ <box>825 86 939 101</box>
doctor-name: ΓΕΩΡΓ. ΖΟΥΡΑΡΗΣ <box>91 1351 268 1371</box>
product-title: ΤΟ ΒΙΓΚΟΖΑΝ <box>738 1595 892 1619</box>
product-claim: Θεραπεύει τοὺς ΑΡΘΡΙΤΙΚΟΥΣ <box>729 1637 901 1651</box>
doctor-specialty: ΕΙΔΙΚΟΥ ΑΚΤΙΝΟΛΟΓΟΥ <box>639 1167 781 1180</box>
pak-agency: Κεντρικὴ Ἀποθήκη Ἐδέσσης 6 Γεν. Ἀντιπρόσωπος Κ.Ν. ΓΟΝΑΤΑΣ <box>1396 578 1572 603</box>
doctor-hours: 11—1 καὶ 3—7 <box>1446 1400 1523 1412</box>
clinic-operations-count: ἄνω τῶν 30,000 ἐγχειρίσεων. <box>1131 1812 1404 1834</box>
doctor-address: Ἁγίας Σοφίας 23 <box>127 1438 232 1452</box>
doctor-name: Ν. ΔΑΜΙΑΝΙΔΗΣ (Ἰατρός) <box>954 1411 1102 1422</box>
clinic-description: Ἡ ΚΛΙΝΙΚΗ ἱδρύθεισα ἐπὶ εἰδικοῦ σχεδίου, εἰς ΙΔΙΟΚΤΗΤΟΝ μέγαρον, ἐπιλοῦσα διὰ τῶν νεωτάτων χειρουργικῶν ἐγκαταστάσεων καὶ μηχανημάτων, ἀκτίνων ULTRA-VIOLETS, Κεντρικῆς Θερμάνσεως (καλοριφὲρ) καὶ μὲ ΤΕΛΕΙΟΤΑΤΑ ΧΕΙΡΟΥΡΓΕΙΑ, περιλαμβάνει τμήματα ὅλων τῶν εἰδικοτήτων. <box>964 1839 1571 1879</box>
notice-signature: Ὁ Διευθυντὴς Γ. ΕΥΑΓΓΕΛΙΟΥ <box>307 866 477 878</box>
clinic-prefix: ΜΕΓΑΛΗ <box>1136 1562 1229 1587</box>
clinic-outpatient-hours: 11—1 καὶ 4—7 μ. μ. <box>1170 1976 1343 1997</box>
notice-body: Προκηρύσσομεν μειοδοτικὴν δημοπρασίαν τὴν 5ην Ἰουλίου 1931 ἡμέραν Σάββατον καὶ ὥραν 11—12 ἐνεργηθησομένην εἰς τὰ γραφεῖα τοῦ Ἐργοστασίου. <box>1368 905 1600 974</box>
doctor-hours: 12-1 ½ π.μ. καὶ 4—7 μ.μ. <box>322 1212 462 1226</box>
doctor-specialty: ΕΙΔΙΚΟΣ ΠΑΘΟΛΟΓΟΣ <box>326 1457 458 1470</box>
vasilakos-advert <box>520 1425 920 1575</box>
